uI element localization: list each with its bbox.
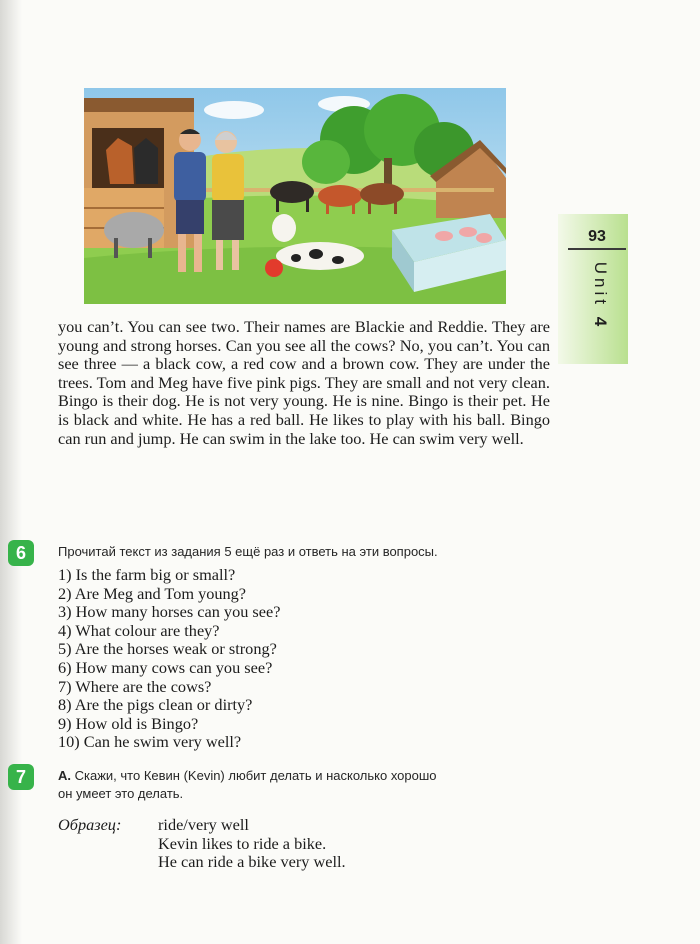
exercise-7-instruction-line1: Скажи, что Кевин (Kevin) любит делать и насколько хорошо [74, 768, 437, 783]
farm-illustration [84, 88, 506, 304]
question-item: 9) How old is Bingo? [58, 713, 199, 733]
question-item: 6) How many cows can you see? [58, 657, 273, 677]
question-item: 8) Are the pigs clean or dirty? [58, 695, 253, 715]
question-list [58, 566, 280, 752]
reading-passage: you can’t. You can see two. Their names are Blackie and Reddie. They are young and strong horses. Can you see all the cows? No, you can’t. You can see three — a black cow, a red cow and a brown cow. They are under the trees. Tom and Meg have five pink pigs. They are small and not very clean. Bingo is their dog. He is not very young. He is nine. Bingo is their pet. He is black and white. He has a red ball. He likes to play with his ball. Bingo can run and jump. He can swim in the lake too. He can swim very well. [58, 317, 550, 448]
example-label: Образец: [58, 815, 122, 834]
question-item: 7) Where are the cows? [58, 676, 212, 696]
example-line: He can ride a bike very well. [158, 852, 346, 872]
tab-divider [568, 248, 626, 250]
exercise-7-instruction [58, 767, 437, 803]
unit-word: Unit [591, 261, 610, 309]
question-item: 10) Can he swim very well? [58, 732, 242, 752]
question-item: 3) How many horses can you see? [58, 602, 281, 622]
example-line: Kevin likes to ride a bike. [158, 833, 327, 853]
question-item: 5) Are the horses weak or strong? [58, 639, 277, 659]
example-lines [158, 816, 346, 872]
page-number: 93 [588, 228, 606, 245]
exercise-7-instruction-line2: он умеет это делать. [58, 786, 184, 801]
unit-number: 4 [591, 316, 610, 331]
exercise-7-part: A. [58, 768, 71, 783]
exercise-6-instruction: Прочитай текст из задания 5 ещё раз и ответь на эти вопросы. [58, 544, 438, 559]
question-item: 1) Is the farm big or small? [58, 565, 236, 584]
question-item: 4) What colour are they? [58, 620, 220, 640]
question-item: 2) Are Meg and Tom young? [58, 583, 247, 603]
page-binding-shadow [0, 0, 22, 944]
exercise-6-marker: 6 [8, 540, 34, 566]
exercise-7-marker: 7 [8, 764, 34, 790]
unit-label [590, 262, 610, 330]
example-line: ride/very well [158, 815, 249, 834]
